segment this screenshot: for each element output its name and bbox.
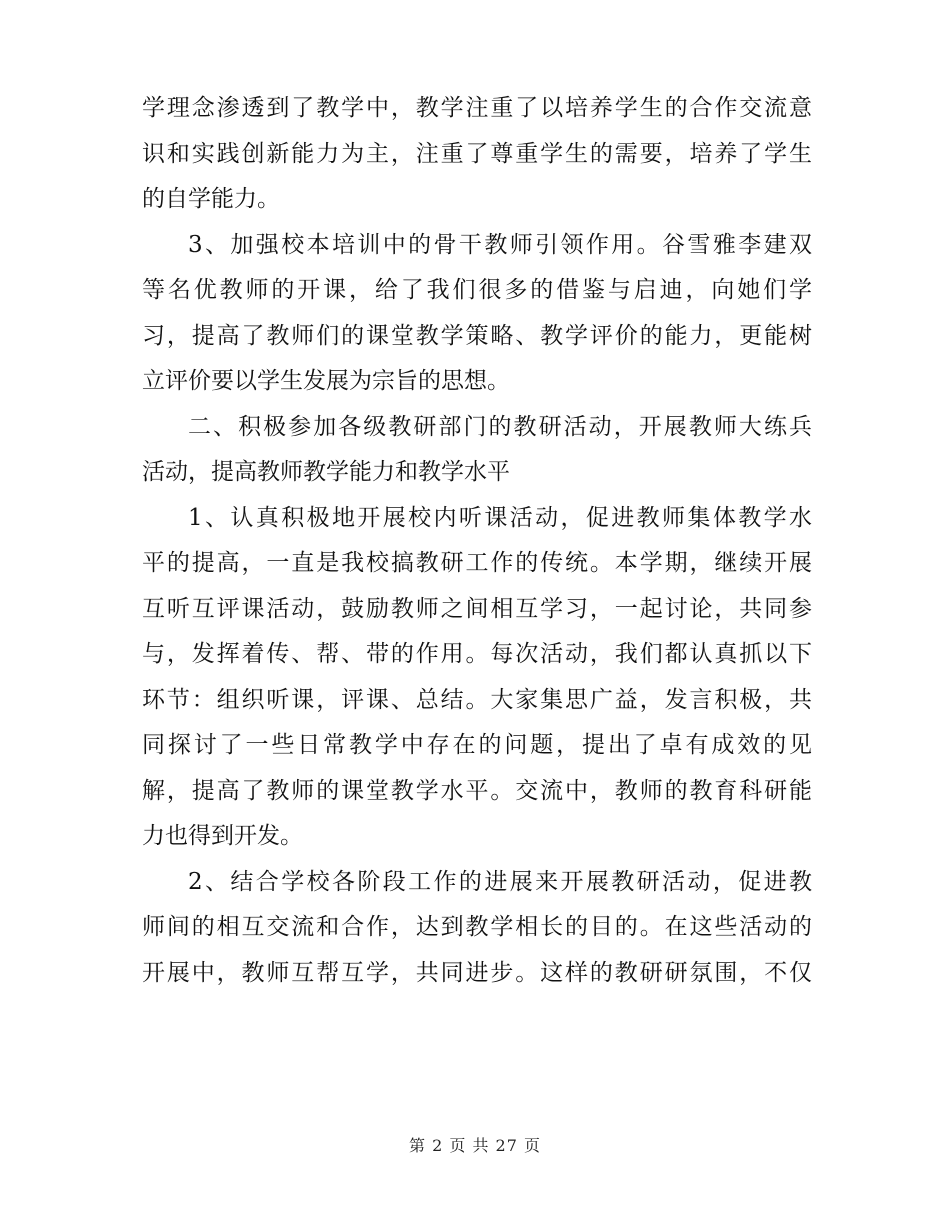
text-line: 立评价要以学生发展为宗旨的思想。: [142, 368, 510, 394]
text-line: 环节：组织听课，评课、总结。大家集思广益，发言积极，共: [142, 686, 812, 713]
text-line: 同探讨了一些日常教学中存在的问题，提出了卓有成效的见: [142, 732, 812, 758]
text-line: 的自学能力。: [142, 186, 280, 212]
text-line: 学理念渗透到了教学中，教学注重了以培养学生的合作交流意: [142, 95, 812, 121]
text-line: 解，提高了教师的课堂教学水平。交流中，教师的教育科研能: [142, 777, 812, 804]
text-line: 师间的相互交流和合作，达到教学相长的目的。在这些活动的: [142, 914, 812, 940]
text-line: 与，发挥着传、帮、带的作用。每次活动，我们都认真抓以下: [142, 641, 812, 667]
text-line: 1、认真积极地开展校内听课活动，促进教师集体教学水: [188, 504, 812, 531]
text-line: 力也得到开发。: [142, 823, 303, 849]
text-line: 习，提高了教师们的课堂教学策略、教学评价的能力，更能树: [142, 322, 812, 349]
text-line: 3、加强校本培训中的骨干教师引领作用。谷雪雅李建双: [188, 231, 812, 258]
text-line: 2、结合学校各阶段工作的进展来开展教研活动，促进教: [188, 868, 812, 895]
text-line: 开展中，教师互帮互学，共同进步。这样的教研研氛围，不仅: [142, 959, 812, 986]
text-line: 平的提高，一直是我校搞教研工作的传统。本学期，继续开展: [142, 550, 812, 576]
body-text: [142, 86, 812, 996]
text-line: 互听互评课活动，鼓励教师之间相互学习，一起讨论，共同参: [142, 595, 812, 622]
text-line: 等名优教师的开课，给了我们很多的借鉴与启迪，向她们学: [142, 277, 812, 303]
section-heading-line: 二、积极参加各级教研部门的教研活动，开展教师大练兵: [188, 413, 812, 440]
text-line: 识和实践创新能力为主，注重了尊重学生的需要，培养了学生: [142, 140, 812, 167]
section-heading-line: 活动，提高教师教学能力和教学水平: [142, 459, 510, 485]
page-number-footer: 第 2 页 共 27 页: [409, 1136, 541, 1155]
